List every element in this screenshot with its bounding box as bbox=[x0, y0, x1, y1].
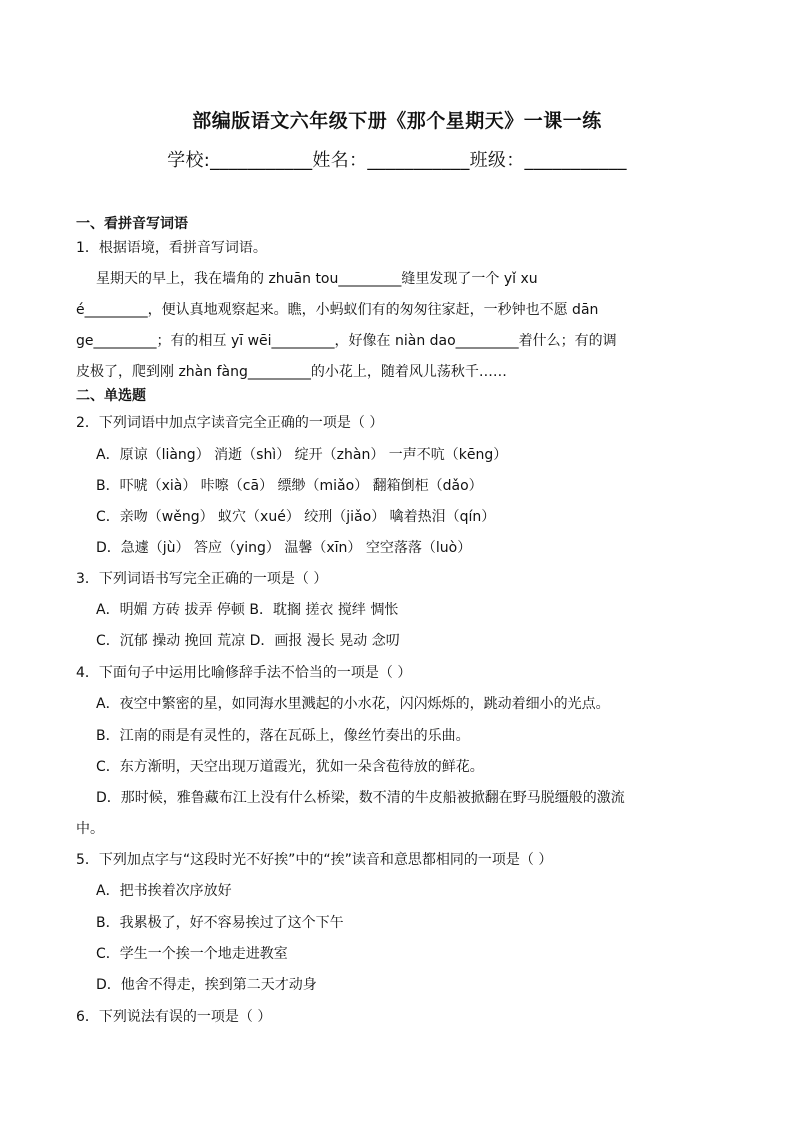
question-2-option-b: B．吓唬（xià） 咔嚓（cā） 缥缈（miǎo） 翻箱倒柜（dǎo） bbox=[96, 478, 483, 494]
question-1-passage-line: 星期天的早上，我在墙角的 zhuān tou_________缝里发现了一个 yǐ xu bbox=[96, 271, 538, 287]
question-3-options-ab: A．明媚 方砖 拔弄 停顿 B．耽搁 搓衣 搅绊 惆怅 bbox=[96, 602, 399, 618]
question-5-option-b: B．我累极了，好不容易挨过了这个下午 bbox=[96, 915, 344, 931]
section-2-heading: 二、单选题 bbox=[76, 388, 146, 404]
question-4-option-b: B．江南的雨是有灵性的，落在瓦砾上，像丝竹奏出的乐曲。 bbox=[96, 728, 470, 744]
question-5-option-c: C．学生一个挨一个地走进教室 bbox=[96, 946, 288, 962]
question-3-stem: 3．下列词语书写完全正确的一项是（ ） bbox=[76, 571, 328, 587]
question-1-stem: 1．根据语境，看拼音写词语。 bbox=[76, 240, 267, 256]
question-1-passage-line: é_________，便认真地观察起来。瞧，小蚂蚁们有的匆匆往家赶，一秒钟也不愿 dān bbox=[76, 302, 599, 318]
question-2-option-d: D．急遽（jù） 答应（ying） 温馨（xīn） 空空落落（luò） bbox=[96, 540, 472, 556]
question-4-option-c: C．东方渐明，天空出现万道霞光，犹如一朵含苞待放的鲜花。 bbox=[96, 759, 484, 775]
question-4-option-d-continued: 中。 bbox=[76, 821, 104, 837]
question-4-option-d: D．那时候，雅鲁藏布江上没有什么桥梁，数不清的牛皮船被掀翻在野马脱缰般的激流 bbox=[96, 790, 625, 806]
question-6-stem: 6．下列说法有误的一项是（ ） bbox=[76, 1009, 272, 1025]
school-name-class-line: 学校:___________姓名：___________班级：___________ bbox=[167, 150, 627, 171]
page-title: 部编版语文六年级下册《那个星期天》一课一练 bbox=[192, 110, 602, 132]
question-5-stem: 5．下列加点字与“这段时光不好挨”中的“挨”读音和意思都相同的一项是（ ） bbox=[76, 852, 553, 868]
question-2-option-c: C．亲吻（wěng） 蚁穴（xué） 绞刑（jiǎo） 噙着热泪（qín） bbox=[96, 509, 496, 525]
question-3-options-cd: C．沉郁 操动 挽回 荒凉 D．画报 漫长 晃动 念叨 bbox=[96, 633, 400, 649]
question-1-passage-line: 皮极了，爬到刚 zhàn fàng_________的小花上，随着风儿荡秋千…… bbox=[76, 364, 507, 380]
question-4-stem: 4．下面句子中运用比喻修辞手法不恰当的一项是（ ） bbox=[76, 665, 412, 681]
question-1-passage-line: ge_________；有的相互 yī wēi_________，好像在 niàn dao_________着什么；有的调 bbox=[76, 333, 617, 349]
question-2-stem: 2．下列词语中加点字读音完全正确的一项是（ ） bbox=[76, 415, 384, 431]
question-2-option-a: A．原谅（liàng） 消逝（shì） 绽开（zhàn） 一声不吭（kēng） bbox=[96, 447, 508, 463]
question-4-option-a: A．夜空中繁密的星，如同海水里溅起的小水花，闪闪烁烁的，跳动着细小的光点。 bbox=[96, 696, 610, 712]
section-1-heading: 一、看拼音写词语 bbox=[76, 216, 188, 232]
question-5-option-d: D．他舍不得走，挨到第二天才动身 bbox=[96, 977, 317, 993]
question-5-option-a: A．把书挨着次序放好 bbox=[96, 883, 232, 899]
